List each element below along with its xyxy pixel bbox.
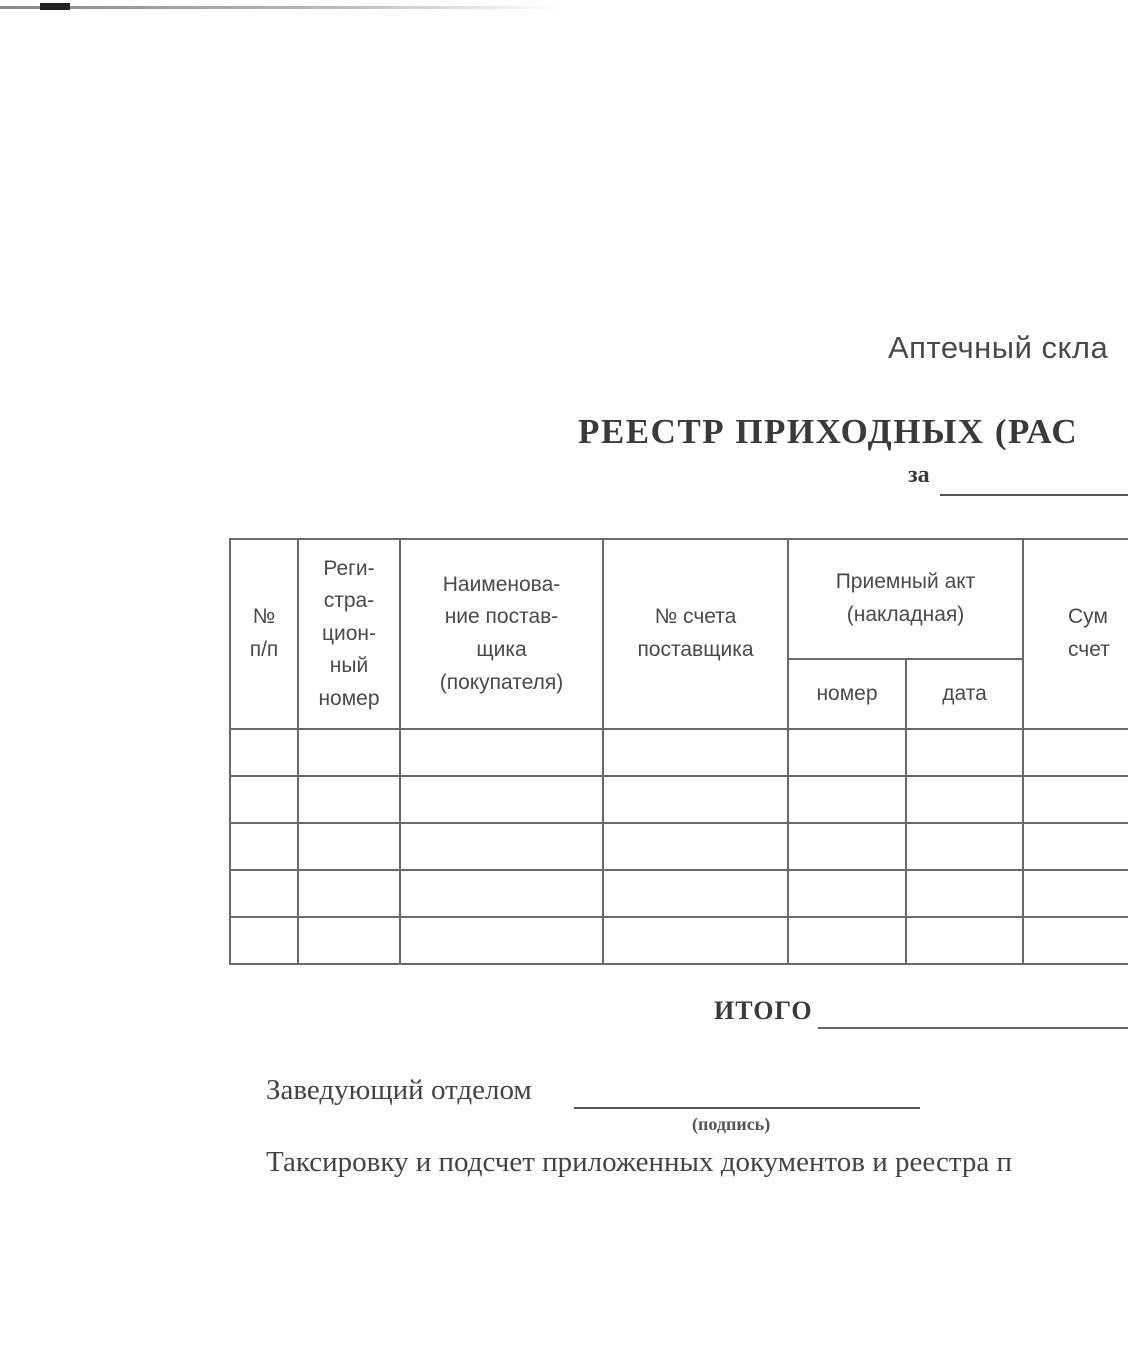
table-cell[interactable] — [400, 870, 603, 917]
table-cell[interactable] — [788, 917, 906, 964]
table-cell[interactable] — [1023, 870, 1128, 917]
register-table — [229, 538, 1128, 965]
table-cell[interactable] — [1023, 917, 1128, 964]
table-cell[interactable] — [906, 823, 1023, 870]
table-row — [230, 823, 1128, 870]
table-cell[interactable] — [603, 823, 788, 870]
col-header-supplier: Наименова- ние постав- щика (покупателя) — [400, 539, 603, 729]
table-row — [230, 729, 1128, 776]
top-edge-line — [0, 6, 560, 9]
table-cell[interactable] — [603, 729, 788, 776]
table-cell[interactable] — [906, 776, 1023, 823]
table-cell[interactable] — [230, 729, 298, 776]
period-blank-line — [940, 494, 1128, 496]
document-title: РЕЕСТР ПРИХОДНЫХ (РАС — [578, 412, 1079, 451]
table-cell[interactable] — [603, 870, 788, 917]
table-row — [230, 870, 1128, 917]
table-cell[interactable] — [298, 870, 400, 917]
table-cell[interactable] — [1023, 729, 1128, 776]
table-cell[interactable] — [906, 917, 1023, 964]
col-subheader-act-date: дата — [906, 659, 1023, 729]
table-row — [230, 776, 1128, 823]
col-header-receipt-act: Приемный акт (накладная) — [788, 539, 1023, 659]
taxation-note: Таксировку и подсчет приложенных документов и реестра п — [266, 1146, 1013, 1178]
table-row — [230, 917, 1128, 964]
table-cell[interactable] — [298, 917, 400, 964]
col-subheader-act-number: номер — [788, 659, 906, 729]
table-cell[interactable] — [400, 917, 603, 964]
signature-line — [574, 1107, 920, 1109]
table-cell[interactable] — [230, 776, 298, 823]
table-cell[interactable] — [603, 776, 788, 823]
total-blank-line — [818, 1027, 1128, 1029]
top-edge-mark — [40, 3, 70, 10]
table-cell[interactable] — [298, 776, 400, 823]
table-cell[interactable] — [1023, 823, 1128, 870]
table-cell[interactable] — [230, 917, 298, 964]
table-cell[interactable] — [298, 729, 400, 776]
table-cell[interactable] — [298, 823, 400, 870]
table-cell[interactable] — [906, 870, 1023, 917]
table-cell[interactable] — [230, 823, 298, 870]
table-cell[interactable] — [788, 823, 906, 870]
organization-name: Аптечный скла — [888, 330, 1109, 365]
col-header-number: № п/п — [230, 539, 298, 729]
table-cell[interactable] — [788, 776, 906, 823]
col-header-reg-number: Реги- стра- цион- ный номер — [298, 539, 400, 729]
table-cell[interactable] — [400, 776, 603, 823]
signature-caption: (подпись) — [692, 1114, 771, 1134]
table-cell[interactable] — [230, 870, 298, 917]
table-cell[interactable] — [400, 823, 603, 870]
table-cell[interactable] — [603, 917, 788, 964]
table-cell[interactable] — [400, 729, 603, 776]
period-label: за — [908, 462, 930, 488]
table-cell[interactable] — [1023, 776, 1128, 823]
table-cell[interactable] — [906, 729, 1023, 776]
total-label: ИТОГО — [714, 996, 813, 1025]
col-header-invoice-number: № счета поставщика — [603, 539, 788, 729]
department-head-label: Заведующий отделом — [266, 1074, 532, 1106]
table-cell[interactable] — [788, 870, 906, 917]
col-header-amount: Сум счет — [1023, 539, 1128, 729]
table-cell[interactable] — [788, 729, 906, 776]
